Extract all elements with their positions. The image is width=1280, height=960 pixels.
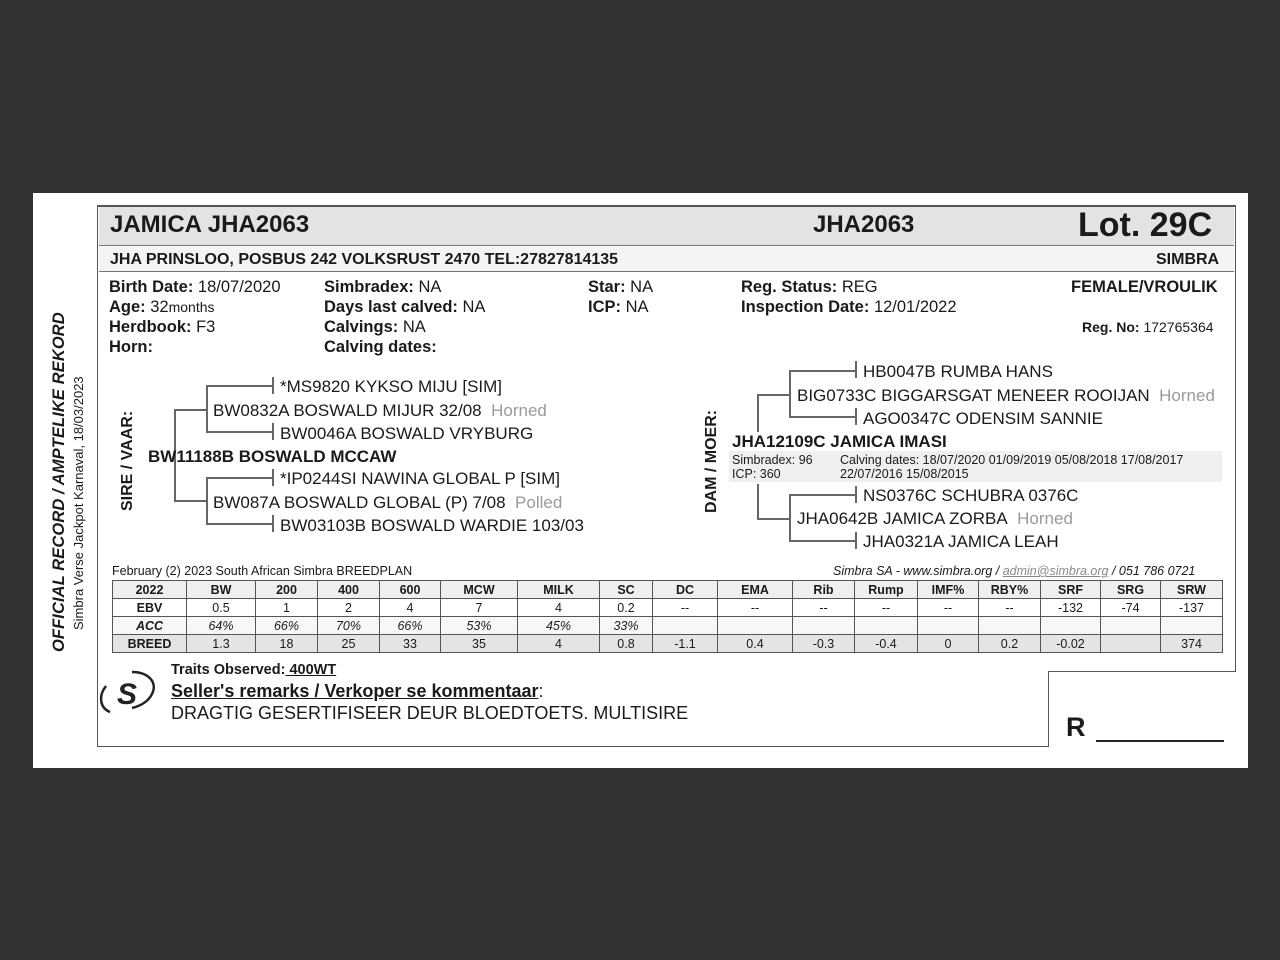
column-header: DC <box>653 581 718 599</box>
pedigree-line <box>272 377 274 394</box>
field-label: Inspection Date: <box>741 298 870 316</box>
reg-status-field <box>741 278 878 297</box>
table-cell: 0.5 <box>187 599 256 617</box>
animal-name: JHA0642B JAMICA ZORBA <box>797 509 1008 528</box>
field-label: Days last calved: <box>324 298 458 316</box>
column-header: SRG <box>1101 581 1161 599</box>
table-cell: 66% <box>256 617 318 635</box>
animal-name: BW087A BOSWALD GLOBAL (P) 7/08 <box>213 493 506 512</box>
sire-dam <box>213 493 562 513</box>
breedplan-caption: February (2) 2023 South African Simbra BREEDPLAN <box>112 564 413 578</box>
table-cell <box>1101 635 1161 653</box>
table-cell: 4 <box>380 599 441 617</box>
contact-info <box>833 564 1195 578</box>
field-value: NA <box>621 298 649 316</box>
horn-status: Horned <box>1017 509 1073 528</box>
field-value: NA <box>457 298 486 316</box>
pedigree-line <box>206 385 208 432</box>
traits-label: Traits Observed: <box>171 662 286 678</box>
dam-label: DAM / MOER: <box>703 409 720 513</box>
calvings-field <box>324 318 426 337</box>
ebv-row <box>113 599 1223 617</box>
simbra-logo-icon <box>98 668 158 716</box>
table-cell: 66% <box>380 617 441 635</box>
ebv-table <box>112 580 1223 653</box>
svg-text:S: S <box>117 678 138 711</box>
row-label: ACC <box>113 617 187 635</box>
field-label: Reg. Status: <box>741 278 838 296</box>
table-cell: 35 <box>441 635 518 653</box>
breed-row <box>113 635 1223 653</box>
sale-name-date: Simbra Verse Jackpot Karnaval, 18/03/2023 <box>71 376 86 630</box>
table-cell <box>918 617 979 635</box>
pedigree-line <box>789 494 855 496</box>
table-cell: 0.8 <box>600 635 653 653</box>
traits-value: 400WT <box>285 662 337 678</box>
table-cell: -0.3 <box>793 635 855 653</box>
table-cell: 374 <box>1161 635 1223 653</box>
table-cell: 64% <box>187 617 256 635</box>
remarks-colon: : <box>538 681 544 701</box>
column-header: 200 <box>256 581 318 599</box>
breed-label: SIMBRA <box>1156 251 1220 268</box>
horn-status: Horned <box>1159 386 1215 405</box>
column-header: MILK <box>518 581 600 599</box>
field-label: Herdbook: <box>109 318 192 336</box>
sire-name: BW11188B BOSWALD MCCAW <box>148 447 397 466</box>
icp-field <box>588 298 649 317</box>
field-value: 12/01/2022 <box>869 298 957 316</box>
column-header: SRF <box>1041 581 1101 599</box>
box-border <box>97 205 1236 207</box>
sire-sire <box>213 401 547 421</box>
field-value: 172765364 <box>1139 319 1214 335</box>
dam-calving-dates: Calving dates: 18/07/2020 01/09/2019 05/08/2018 17/08/2017 <box>840 453 1184 467</box>
pedigree-line <box>206 385 272 387</box>
row-label: EBV <box>113 599 187 617</box>
table-cell: 0 <box>918 635 979 653</box>
dam-dam-dam: JHA0321A JAMICA LEAH <box>863 532 1059 551</box>
table-cell: -- <box>979 599 1041 617</box>
table-cell: 0.2 <box>600 599 653 617</box>
table-cell: -- <box>653 599 718 617</box>
calving-dates-field <box>324 338 437 357</box>
table-cell: -0.4 <box>855 635 918 653</box>
email-link[interactable]: admin@simbra.org <box>1002 564 1109 578</box>
field-label: Calving dates: <box>324 338 437 356</box>
field-value: F3 <box>191 318 216 336</box>
animal-name: JAMICA JHA2063 <box>110 211 310 238</box>
column-header: IMF% <box>918 581 979 599</box>
field-value: 32 <box>145 298 169 316</box>
table-cell: -137 <box>1161 599 1223 617</box>
box-border <box>97 746 1049 747</box>
age-field <box>109 298 215 317</box>
table-cell: 25 <box>318 635 380 653</box>
pedigree-line <box>789 416 855 418</box>
traits-observed <box>171 662 336 678</box>
dam-name: JHA12109C JAMICA IMASI <box>732 432 947 451</box>
table-cell <box>653 617 718 635</box>
column-header: 400 <box>318 581 380 599</box>
pedigree-line <box>174 409 206 411</box>
field-label: Age: <box>109 298 146 316</box>
pedigree-line <box>206 431 272 433</box>
pedigree-line <box>272 469 274 486</box>
website: Simbra SA - www.simbra.org / <box>833 564 1003 578</box>
horn-status: Polled <box>515 493 563 512</box>
field-label: Birth Date: <box>109 278 194 296</box>
field-label: Horn: <box>109 338 153 356</box>
column-header: SC <box>600 581 653 599</box>
days-last-calved-field <box>324 298 485 317</box>
field-unit: months <box>168 299 215 315</box>
table-cell: 0.4 <box>718 635 793 653</box>
field-label: Simbradex: <box>324 278 414 296</box>
table-cell: 1 <box>256 599 318 617</box>
pedigree-line <box>206 477 272 479</box>
column-header: 600 <box>380 581 441 599</box>
table-cell: -132 <box>1041 599 1101 617</box>
side-caption <box>50 312 86 652</box>
dam-dam-sire: NS0376C SCHUBRA 0376C <box>863 486 1079 505</box>
table-cell: 4 <box>518 635 600 653</box>
table-cell: 18 <box>256 635 318 653</box>
lot-number: Lot. 29C <box>1078 206 1213 244</box>
dam-dam <box>797 509 1073 529</box>
acc-row <box>113 617 1223 635</box>
horn-field <box>109 338 153 357</box>
table-cell: -74 <box>1101 599 1161 617</box>
table-cell: -0.02 <box>1041 635 1101 653</box>
column-header: Rib <box>793 581 855 599</box>
sire-dam-dam: BW03103B BOSWALD WARDIE 103/03 <box>280 516 584 535</box>
field-value: 18/07/2020 <box>193 278 281 296</box>
column-header: Rump <box>855 581 918 599</box>
field-value: NA <box>625 278 654 296</box>
field-label: ICP: <box>588 298 621 316</box>
pedigree-line <box>757 394 759 432</box>
field-label: Reg. No: <box>1082 319 1140 335</box>
phone: / 051 786 0721 <box>1108 564 1196 578</box>
simbradex-field <box>324 278 441 297</box>
table-cell: -- <box>855 599 918 617</box>
table-cell <box>718 617 793 635</box>
pedigree-line <box>272 515 274 532</box>
table-cell: -- <box>793 599 855 617</box>
dam-sire-dam: AGO0347C ODENSIM SANNIE <box>863 409 1103 428</box>
pedigree-line <box>789 540 855 542</box>
column-header: 2022 <box>113 581 187 599</box>
sire-sire-dam: BW0046A BOSWALD VRYBURG <box>280 424 534 443</box>
field-label: Calvings: <box>324 318 399 336</box>
table-cell: 33% <box>600 617 653 635</box>
dam-calving-dates-cont: 22/07/2016 15/08/2015 <box>840 467 969 481</box>
field-value: NA <box>398 318 426 336</box>
column-header: EMA <box>718 581 793 599</box>
table-cell <box>793 617 855 635</box>
field-value: REG <box>837 278 878 296</box>
table-cell <box>1161 617 1223 635</box>
column-header: MCW <box>441 581 518 599</box>
table-cell: 1.3 <box>187 635 256 653</box>
animal-code: JHA2063 <box>813 211 915 238</box>
pedigree-line <box>855 408 857 425</box>
column-header: BW <box>187 581 256 599</box>
pedigree-line <box>272 423 274 440</box>
table-cell <box>855 617 918 635</box>
dam-sire <box>797 386 1215 406</box>
column-header: RBY% <box>979 581 1041 599</box>
dam-sire-sire: HB0047B RUMBA HANS <box>863 362 1053 381</box>
table-cell: 7 <box>441 599 518 617</box>
box-border <box>1235 205 1236 672</box>
animal-name: BW0832A BOSWALD MIJUR 32/08 <box>213 401 482 420</box>
table-cell: 53% <box>441 617 518 635</box>
dam-icp: ICP: 360 <box>732 467 781 481</box>
table-cell <box>979 617 1041 635</box>
sire-label: SIRE / VAAR: <box>119 410 136 511</box>
pedigree-line <box>757 518 789 520</box>
table-cell: 4 <box>518 599 600 617</box>
table-cell: 45% <box>518 617 600 635</box>
table-cell <box>1041 617 1101 635</box>
pedigree-line <box>206 523 272 525</box>
table-cell: 2 <box>318 599 380 617</box>
sire-dam-sire: *IP0244SI NAWINA GLOBAL P [SIM] <box>280 469 560 488</box>
owner-details: JHA PRINSLOO, POSBUS 242 VOLKSRUST 2470 TEL:27827814135 <box>110 251 619 268</box>
table-cell <box>1101 617 1161 635</box>
pedigree-line <box>789 494 791 541</box>
sex-label: FEMALE/VROULIK <box>1071 278 1218 296</box>
box-border <box>97 205 98 747</box>
table-cell: 0.2 <box>979 635 1041 653</box>
pedigree-line <box>855 532 857 549</box>
price-entry-line[interactable] <box>1096 740 1224 742</box>
table-cell: -- <box>718 599 793 617</box>
pedigree-line <box>206 477 208 524</box>
remarks-heading <box>171 681 544 702</box>
pedigree-line <box>757 394 789 396</box>
ebv-header-row <box>113 581 1223 599</box>
price-label: R <box>1066 712 1086 742</box>
price-box-border <box>1048 671 1049 747</box>
pedigree-line <box>855 361 857 378</box>
official-record-label: OFFICIAL RECORD / AMPTELIKE REKORD <box>50 312 68 652</box>
pedigree-line <box>855 486 857 503</box>
table-cell: -- <box>918 599 979 617</box>
horn-status: Horned <box>491 401 547 420</box>
dam-simbradex: Simbradex: 96 <box>732 453 813 467</box>
field-value: NA <box>413 278 442 296</box>
table-cell: -1.1 <box>653 635 718 653</box>
sire-sire-sire: *MS9820 KYKSO MIJU [SIM] <box>280 377 503 396</box>
remarks-text: DRAGTIG GESERTIFISEER DEUR BLOEDTOETS. MULTISIRE <box>171 703 689 723</box>
pedigree-line <box>757 484 759 519</box>
table-cell: 70% <box>318 617 380 635</box>
inspection-date-field <box>741 298 957 317</box>
pedigree-line <box>789 370 855 372</box>
star-field <box>588 278 653 297</box>
animal-name: BIG0733C BIGGARSGAT MENEER ROOIJAN <box>797 386 1150 405</box>
table-cell: 33 <box>380 635 441 653</box>
birth-date-field <box>109 278 281 297</box>
pedigree-line <box>174 500 206 502</box>
column-header: SRW <box>1161 581 1223 599</box>
remarks-title: Seller's remarks / Verkoper se kommentaar <box>171 681 539 701</box>
field-label: Star: <box>588 278 626 296</box>
reg-no-field <box>1082 319 1214 335</box>
pedigree-line <box>789 370 791 417</box>
price-box-border <box>1048 671 1236 672</box>
herdbook-field <box>109 318 215 337</box>
row-label: BREED <box>113 635 187 653</box>
